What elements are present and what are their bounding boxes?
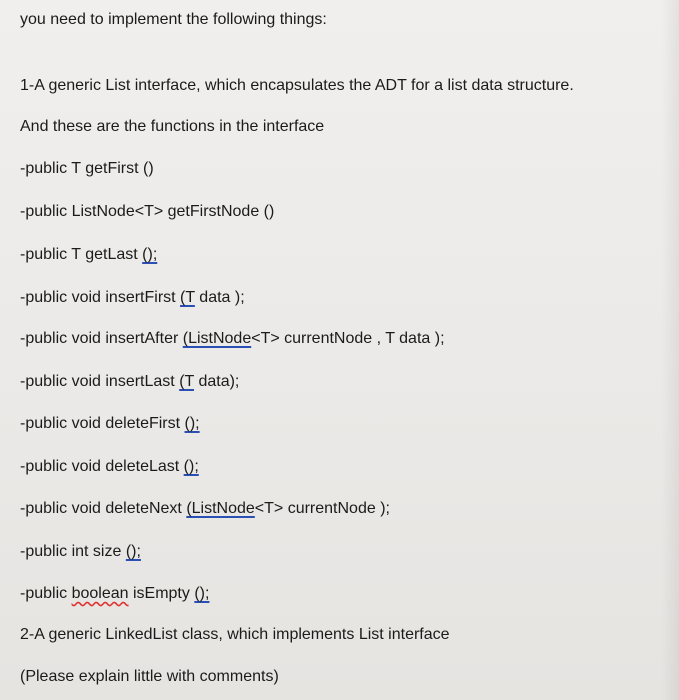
method-size [20, 543, 141, 561]
method-isempty-args: (); [194, 585, 210, 602]
method-getfirst: -public T getFirst () [20, 160, 154, 177]
method-deletenext-suffix: <T> currentNode ); [254, 500, 390, 517]
method-insertafter-prefix: -public void insertAfter [20, 330, 183, 347]
method-insertafter-suffix: <T> currentNode , T data ); [251, 330, 445, 347]
method-insertfirst [20, 289, 245, 307]
method-getfirstnode: -public ListNode<T> getFirstNode () [20, 203, 275, 220]
method-insertafter [20, 330, 445, 348]
method-deletenext [20, 500, 390, 518]
requirement-2-line: 2-A generic LinkedList class, which implements List interface [20, 626, 450, 643]
page-edge-shadow [661, 0, 679, 700]
method-isempty [20, 585, 209, 603]
method-deletelast-prefix: -public void deleteLast [20, 458, 184, 475]
method-deletefirst [20, 415, 200, 433]
method-deletefirst-args: (); [184, 415, 200, 432]
functions-heading-line: And these are the functions in the interface [20, 118, 325, 135]
method-getlast-args: (); [142, 246, 158, 263]
method-deletenext-prefix: -public void deleteNext [20, 500, 187, 517]
method-insertlast-suffix: data); [194, 373, 240, 390]
method-isempty-boolean: boolean [71, 585, 129, 602]
method-deletelast-args: (); [183, 458, 199, 475]
method-isempty-name: isEmpty [128, 585, 195, 602]
method-isempty-prefix: -public [20, 585, 72, 602]
method-size-prefix: -public int size [20, 543, 126, 560]
method-deletefirst-prefix: -public void deleteFirst [20, 415, 185, 432]
method-deletenext-args: (ListNode [186, 500, 255, 517]
method-insertlast-args: (T [179, 373, 194, 390]
intro-line: you need to implement the following things: [20, 11, 327, 28]
method-insertfirst-args: (T [180, 289, 195, 306]
comments-note-line: (Please explain little with comments) [20, 668, 279, 685]
method-size-args: (); [125, 543, 141, 560]
method-deletelast [20, 458, 199, 476]
method-insertlast [20, 373, 239, 391]
method-insertafter-args: (ListNode [182, 330, 252, 347]
method-getlast [20, 246, 157, 264]
method-getlast-prefix: -public T getLast [20, 246, 143, 263]
method-insertlast-prefix: -public void insertLast [20, 373, 180, 390]
method-insertfirst-suffix: data ); [194, 289, 245, 306]
requirement-1-line: 1-A generic List interface, which encapsulates the ADT for a list data structure. [20, 77, 574, 94]
method-insertfirst-prefix: -public void insertFirst [20, 289, 181, 306]
